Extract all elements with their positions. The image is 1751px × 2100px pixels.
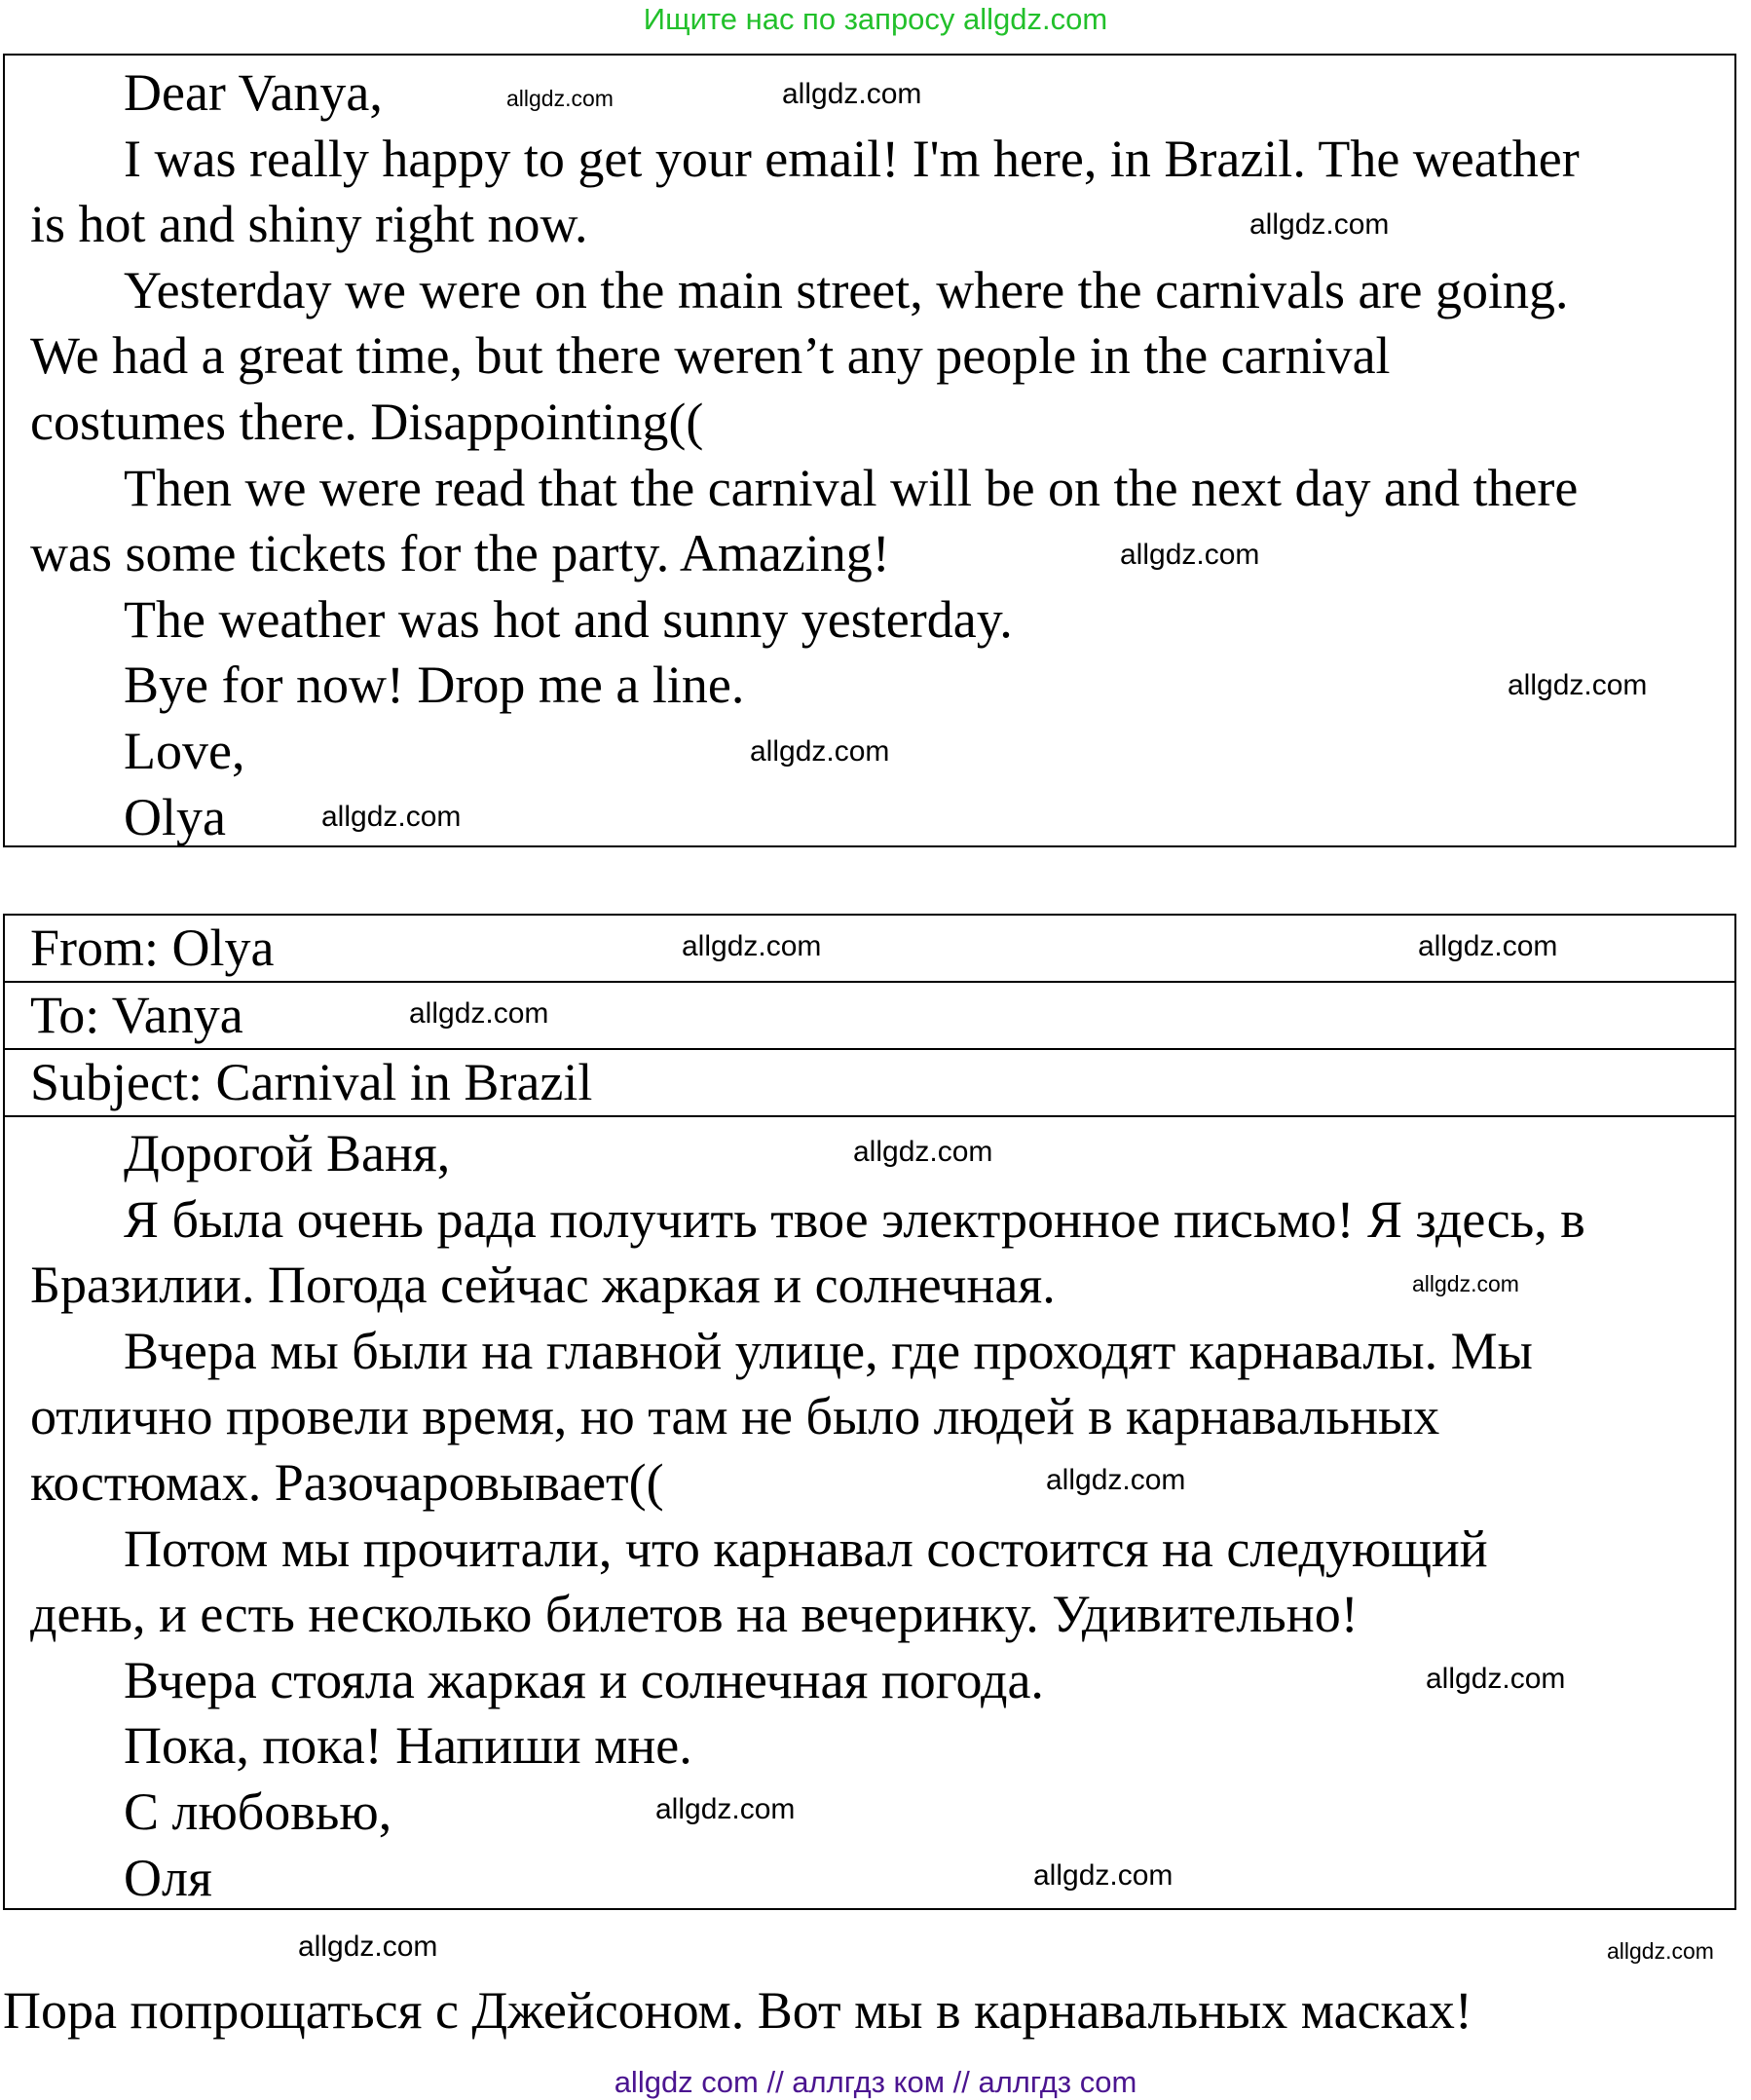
watermark: allgdz.com: [1426, 1663, 1566, 1695]
letter-line: С любовью,: [124, 1781, 392, 1841]
letter-line: костюмах. Разочаровывает((: [30, 1452, 664, 1512]
letter-line: Пока, пока! Напиши мне.: [124, 1716, 692, 1776]
email-from: From: Olya: [30, 919, 275, 977]
search-banner: Ищите нас по запросу allgdz.com: [643, 2, 1108, 36]
letter-line: Бразилии. Погода сейчас жаркая и солнечная.: [30, 1256, 1056, 1315]
watermark: allgdz.com: [750, 735, 890, 768]
watermark: allgdz.com: [1046, 1464, 1186, 1496]
letter-line: Dear Vanya,: [124, 63, 383, 122]
letter-line: costumes there. Disappointing((: [30, 392, 704, 451]
letter-line: день, и есть несколько билетов на вечеринку. Удивительно!: [30, 1585, 1359, 1644]
watermark: allgdz.com: [1033, 1859, 1174, 1892]
watermark: allgdz.com: [682, 930, 822, 962]
watermark: allgdz.com: [1412, 1271, 1519, 1296]
letter-line: We had a great time, but there weren’t any people in the carnival: [30, 326, 1391, 386]
letter-line: I was really happy to get your email! I'm here, in Brazil. The weather: [124, 129, 1580, 188]
watermark: allgdz.com: [655, 1793, 796, 1825]
email-subject: Subject: Carnival in Brazil: [30, 1053, 593, 1111]
letter-line: was some tickets for the party. Amazing!: [30, 524, 890, 583]
letter-line: The weather was hot and sunny yesterday.: [124, 589, 1013, 649]
watermark: allgdz.com: [506, 86, 614, 111]
letter-line: Bye for now! Drop me a line.: [124, 656, 745, 715]
letter-line: Then we were read that the carnival will be on the next day and there: [124, 458, 1579, 517]
watermark: allgdz.com: [782, 78, 922, 110]
email-body: [5, 1117, 1734, 1911]
letter-line: отлично провели время, но там не было людей в карнавальных: [30, 1387, 1440, 1446]
letter-line: Love,: [124, 721, 245, 780]
closing-sentence: Пора попрощаться с Джейсоном. Вот мы в карнавальных масках!: [3, 1981, 1472, 2040]
letter-line: Olya: [124, 787, 226, 846]
russian-letter: [3, 914, 1736, 1910]
english-letter: [3, 54, 1736, 847]
letter-line: is hot and shiny right now.: [30, 195, 588, 254]
letter-line: Yesterday we were on the main street, where the carnivals are going.: [124, 260, 1569, 319]
watermark: allgdz.com: [853, 1136, 993, 1168]
footer-links: allgdz com // аллгдз ком // аллгдз com: [614, 2065, 1137, 2099]
watermark: allgdz.com: [1607, 1938, 1714, 1964]
email-to-row: [5, 983, 1734, 1050]
watermark: allgdz.com: [1418, 930, 1558, 962]
watermark: allgdz.com: [1120, 539, 1260, 571]
letter-line: Потом мы прочитали, что карнавал состоится на следующий: [124, 1519, 1488, 1578]
letter-line: Оля: [124, 1848, 212, 1907]
watermark: allgdz.com: [409, 997, 549, 1030]
watermark: allgdz.com: [1249, 208, 1390, 241]
email-subject-row: [5, 1050, 1734, 1117]
watermark: allgdz.com: [321, 801, 462, 833]
letter-line: Дорогой Ваня,: [124, 1124, 451, 1182]
letter-line: Вчера стояла жаркая и солнечная погода.: [124, 1650, 1044, 1709]
letter-line: Вчера мы были на главной улице, где проходят карнавалы. Мы: [124, 1321, 1533, 1380]
letter-line: Я была очень рада получить твое электронное письмо! Я здесь, в: [124, 1189, 1585, 1249]
watermark: allgdz.com: [1508, 669, 1648, 701]
email-to: To: Vanya: [30, 986, 243, 1044]
watermark: allgdz.com: [298, 1931, 438, 1963]
